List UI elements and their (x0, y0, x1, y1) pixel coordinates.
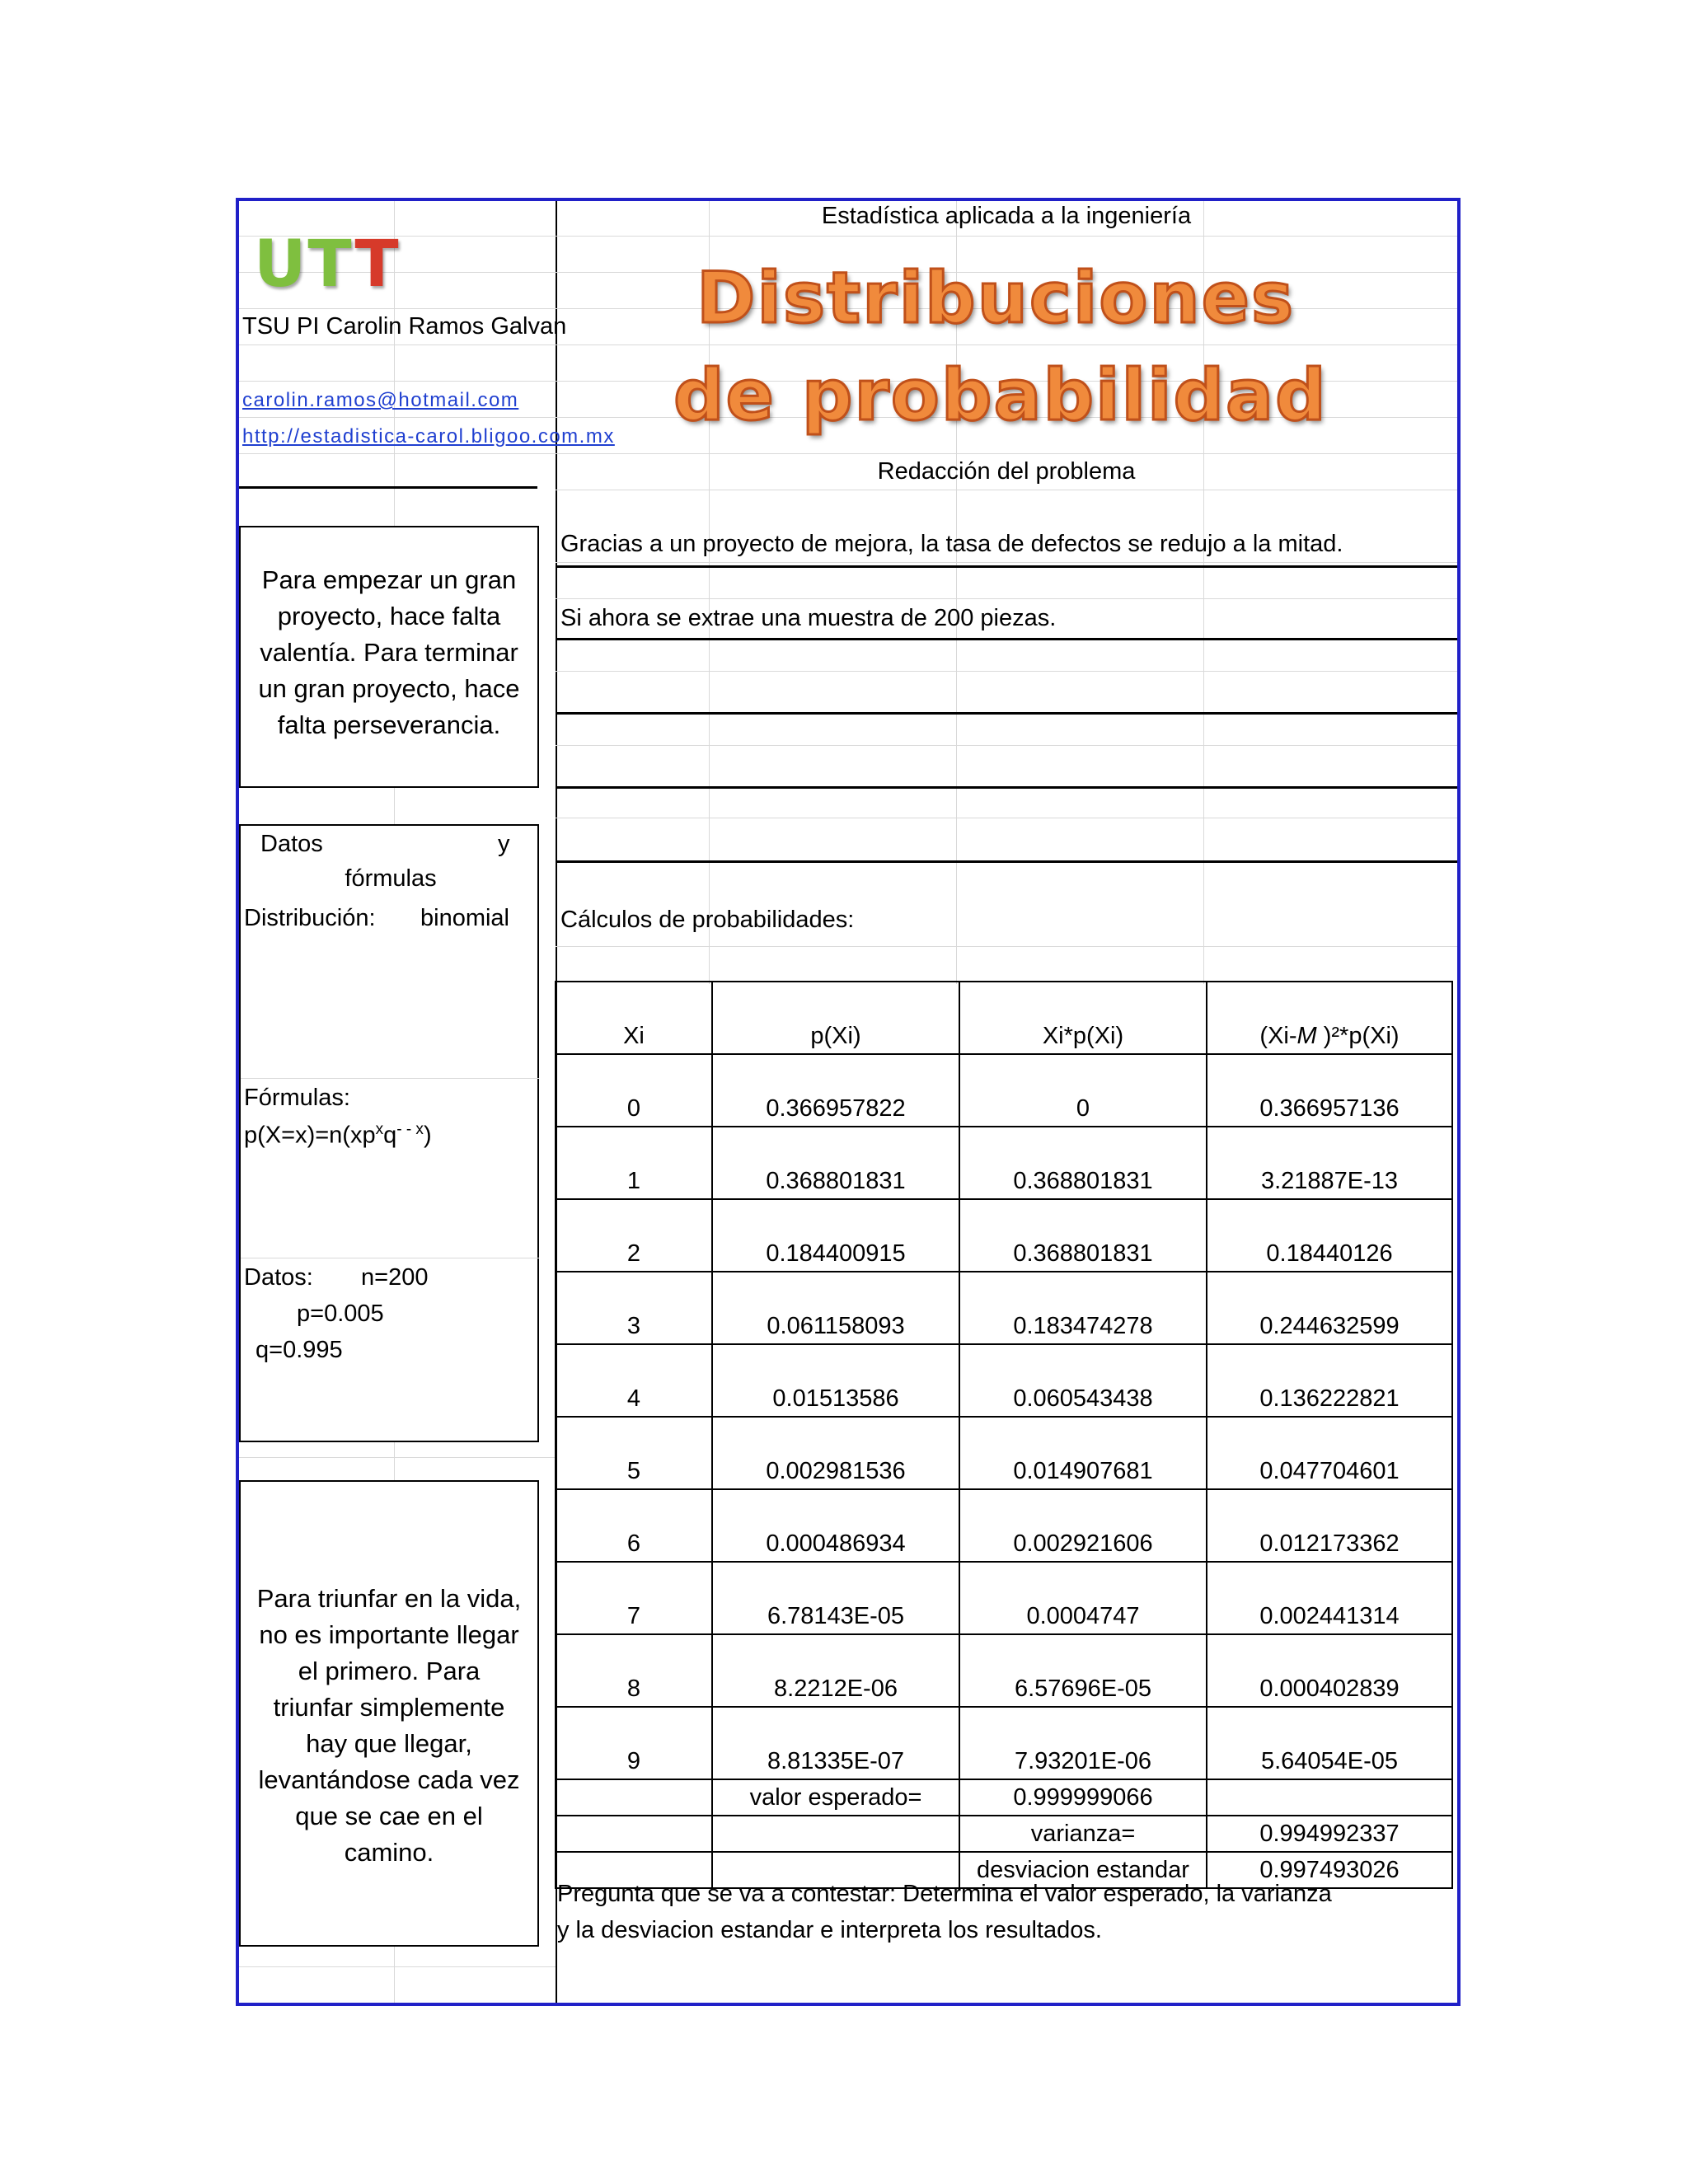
datos-n: n=200 (361, 1264, 429, 1291)
table-header-cell: (Xi-M )²*p(Xi) (1207, 982, 1452, 1054)
author-name: TSU PI Carolin Ramos Galvan (242, 313, 567, 340)
table-cell: 0.368801831 (712, 1127, 959, 1199)
std-label: desviacion estandar (959, 1852, 1207, 1888)
problem-underline (556, 860, 1457, 863)
table-cell: 6.57696E-05 (959, 1634, 1207, 1707)
table-row (556, 1199, 1452, 1272)
table-cell: 0.000486934 (712, 1489, 959, 1562)
table-header-cell: Xi*p(Xi) (959, 982, 1207, 1054)
gridline (239, 453, 1457, 454)
email-link[interactable]: carolin.ramos@hotmail.com (242, 389, 519, 411)
table-cell: 7 (556, 1562, 712, 1634)
table-cell: 0.002441314 (1207, 1562, 1452, 1634)
gridline (556, 598, 1457, 599)
gridline (556, 562, 1457, 563)
table-cell: 0.366957822 (712, 1054, 959, 1127)
table-cell: 1 (556, 1127, 712, 1199)
table-cell: 6.78143E-05 (712, 1562, 959, 1634)
table-cell: 0.366957136 (1207, 1054, 1452, 1127)
quote1-line: falta perseverancia. (277, 710, 501, 739)
main-title-line1: Distribuciones (696, 257, 1296, 340)
gridline (241, 1078, 539, 1079)
distribution-label: Distribución: (244, 905, 376, 931)
variance-label: varianza= (959, 1816, 1207, 1852)
datos-header-box (239, 824, 539, 900)
datos-title-c: fórmulas (345, 865, 437, 892)
table-cell: 8.81335E-07 (712, 1707, 959, 1779)
expected-value-row (556, 1779, 1452, 1816)
gridline (556, 745, 1457, 746)
website-link[interactable]: http://estadistica-carol.bligoo.com.mx (242, 425, 615, 448)
table-cell: 0.014907681 (959, 1417, 1207, 1489)
variance-row (556, 1816, 1452, 1852)
probability-table (555, 981, 1453, 1889)
table-cell: 8.2212E-06 (712, 1634, 959, 1707)
table-cell (556, 1779, 712, 1816)
table-cell: 0.002921606 (959, 1489, 1207, 1562)
table-cell: 0.368801831 (959, 1127, 1207, 1199)
quote1-line: proyecto, hace falta (277, 602, 501, 630)
expected-label: valor esperado= (712, 1779, 959, 1816)
gridline (556, 671, 1457, 672)
distribution-value: binomial (420, 905, 509, 931)
variance-value: 0.994992337 (1207, 1816, 1452, 1852)
quote2-line: triunfar simplemente (273, 1693, 505, 1722)
expected-value: 0.999999066 (959, 1779, 1207, 1816)
quote1-line: valentía. Para terminar (260, 638, 518, 667)
problem-line-2: Si ahora se extrae una muestra de 200 piezas. (560, 605, 1057, 631)
table-cell: 3.21887E-13 (1207, 1127, 1452, 1199)
problem-line-1: Gracias a un proyecto de mejora, la tasa de defectos se redujo a la mitad. (560, 531, 1343, 557)
table-row (556, 1417, 1452, 1489)
table-row (556, 1054, 1452, 1127)
quote2-line: el primero. Para (298, 1657, 481, 1685)
table-cell (712, 1816, 959, 1852)
table-cell: 0.002981536 (712, 1417, 959, 1489)
table-cell: 5 (556, 1417, 712, 1489)
table-cell: 6 (556, 1489, 712, 1562)
calc-heading: Cálculos de probabilidades: (560, 907, 855, 933)
formulas-label: Fórmulas: (244, 1085, 350, 1111)
table-cell: 0.244632599 (1207, 1272, 1452, 1344)
datos-label: Datos: (244, 1264, 313, 1291)
quote1-line: Para empezar un gran (261, 565, 517, 594)
table-cell: 0.368801831 (959, 1199, 1207, 1272)
table-cell (556, 1816, 712, 1852)
table-cell: 0.136222821 (1207, 1344, 1452, 1417)
table-cell: 0.000402839 (1207, 1634, 1452, 1707)
formula-part: p(X=x)=n(xp (244, 1122, 376, 1149)
gridline (556, 946, 1457, 947)
quote-box-1 (239, 526, 539, 788)
quote1-line: un gran proyecto, hace (258, 674, 520, 703)
table-cell: 4 (556, 1344, 712, 1417)
gridline (239, 1966, 556, 1967)
table-row (556, 1634, 1452, 1707)
table-header-row (556, 982, 1452, 1054)
gridline (239, 344, 1457, 345)
table-cell: 9 (556, 1707, 712, 1779)
question-line-1: Pregunta que se va a contestar: Determina el valor esperado, la varianza (557, 1881, 1332, 1907)
problem-underline (556, 712, 1457, 715)
table-cell (1207, 1779, 1452, 1816)
table-cell: 0.183474278 (959, 1272, 1207, 1344)
table-cell: 5.64054E-05 (1207, 1707, 1452, 1779)
table-cell: 0.060543438 (959, 1344, 1207, 1417)
table-row (556, 1127, 1452, 1199)
table-cell: 2 (556, 1199, 712, 1272)
datos-title-a: Datos (260, 831, 323, 857)
std-value: 0.997493026 (1207, 1852, 1452, 1888)
section-subtitle: Redacción del problema (877, 458, 1136, 485)
binomial-formula (244, 1121, 432, 1150)
datos-q: q=0.995 (256, 1337, 343, 1363)
gridline (239, 1457, 556, 1458)
quote2-line: Para triunfar en la vida, (256, 1584, 522, 1613)
table-cell: 0.061158093 (712, 1272, 959, 1344)
table-cell: 0.047704601 (1207, 1417, 1452, 1489)
problem-underline (556, 565, 1457, 568)
problem-underline (556, 638, 1457, 640)
formula-part: ) (423, 1122, 432, 1149)
divider-line (239, 486, 537, 489)
problem-underline (556, 786, 1457, 789)
quote2-line: camino. (344, 1838, 434, 1867)
formula-superscript: - - x (396, 1121, 424, 1138)
datos-content-box (239, 898, 539, 1442)
formula-part: q (383, 1122, 397, 1149)
table-cell: 0.01513586 (712, 1344, 959, 1417)
table-row (556, 1272, 1452, 1344)
formula-superscript: x (375, 1121, 384, 1138)
table-row (556, 1707, 1452, 1779)
quote2-line: no es importante llegar (259, 1620, 519, 1649)
table-cell: 0 (556, 1054, 712, 1127)
quote2-line: hay que llegar, (306, 1729, 472, 1758)
gridline (239, 236, 1457, 237)
table-cell: 0.012173362 (1207, 1489, 1452, 1562)
table-cell: 0.18440126 (1207, 1199, 1452, 1272)
table-cell: 0.184400915 (712, 1199, 959, 1272)
table-cell: 8 (556, 1634, 712, 1707)
datos-title-b: y (498, 831, 510, 857)
table-row (556, 1489, 1452, 1562)
table-header-cell: p(Xi) (712, 982, 959, 1054)
utt-logo: UTT (254, 227, 401, 302)
course-title: Estadística aplicada a la ingeniería (821, 203, 1192, 229)
main-title-line2: de probabilidad (673, 354, 1328, 437)
table-cell: 0.0004747 (959, 1562, 1207, 1634)
quote2-line: que se cae en el (295, 1802, 483, 1830)
table-cell: 0 (959, 1054, 1207, 1127)
datos-p: p=0.005 (297, 1301, 384, 1327)
quote2-line: levantándose cada vez (258, 1765, 520, 1794)
table-cell: 7.93201E-06 (959, 1707, 1207, 1779)
question-line-2: y la desviacion estandar e interpreta los resultados. (557, 1917, 1102, 1943)
table-cell: 3 (556, 1272, 712, 1344)
table-row (556, 1344, 1452, 1417)
quote-box-2 (239, 1480, 539, 1947)
table-row (556, 1562, 1452, 1634)
table-header-cell: Xi (556, 982, 712, 1054)
